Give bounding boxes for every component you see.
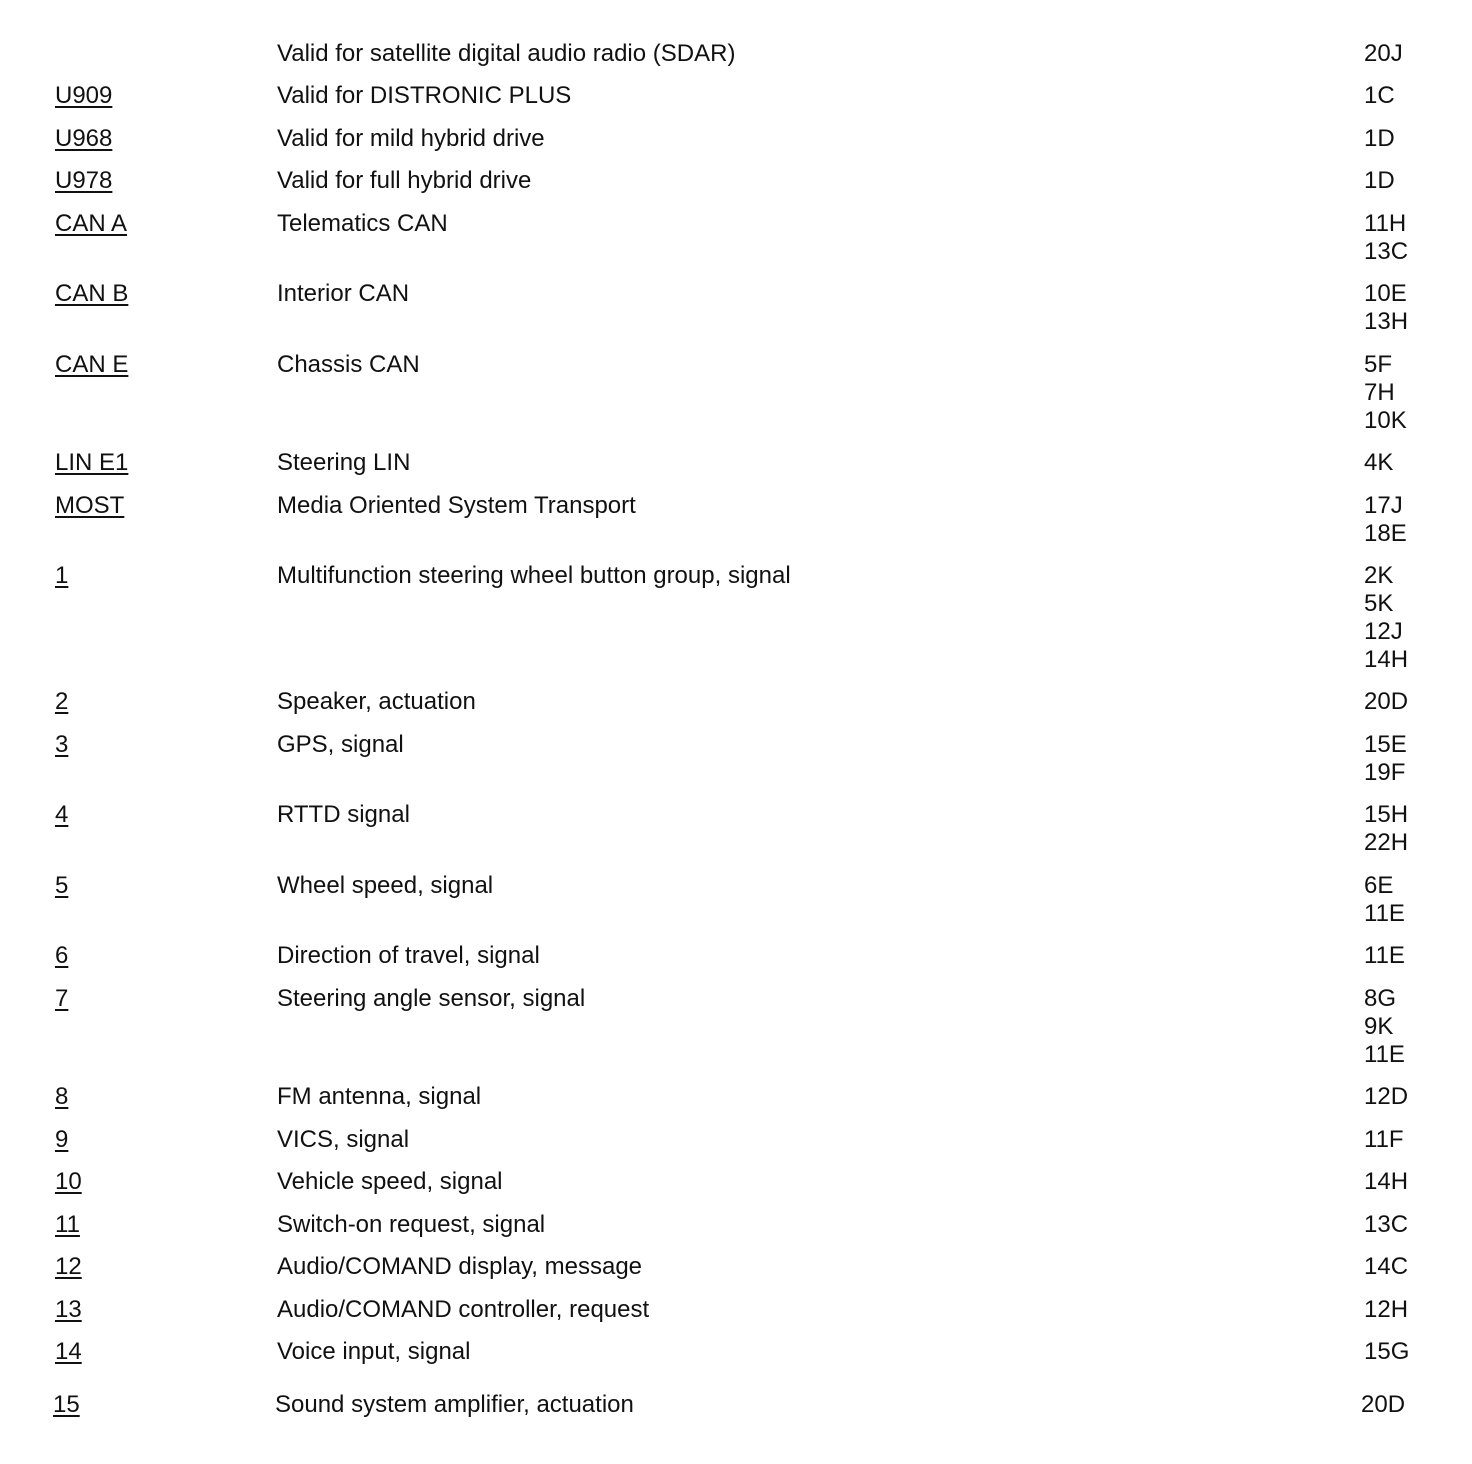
legend-grid-refs xyxy=(1364,1168,1408,1196)
grid-ref: 6E xyxy=(1364,872,1394,899)
legend-code-link[interactable]: 3 xyxy=(55,731,69,758)
legend-grid-refs xyxy=(1364,1211,1408,1239)
legend-grid-refs xyxy=(1364,40,1403,68)
legend-code-link[interactable]: 9 xyxy=(55,1126,69,1153)
legend-grid-refs xyxy=(1364,985,1405,1069)
grid-ref: 1D xyxy=(1364,125,1395,152)
legend-grid-refs xyxy=(1364,942,1405,970)
legend-code-link[interactable]: CAN E xyxy=(55,351,129,378)
legend-description: Valid for satellite digital audio radio (SDAR) xyxy=(277,40,736,67)
legend-code-link[interactable]: 10 xyxy=(55,1168,82,1195)
grid-ref: 5F xyxy=(1364,351,1393,378)
grid-ref: 13C xyxy=(1364,238,1409,265)
legend-description: Valid for full hybrid drive xyxy=(277,167,532,194)
legend-description: Telematics CAN xyxy=(277,210,448,237)
legend-code-link[interactable]: 15 xyxy=(53,1391,80,1418)
grid-ref: 5K xyxy=(1364,590,1394,617)
grid-ref: 19F xyxy=(1364,759,1406,786)
legend-grid-refs xyxy=(1364,801,1408,857)
grid-ref: 20D xyxy=(1361,1391,1406,1418)
legend-description: Valid for DISTRONIC PLUS xyxy=(277,82,572,109)
legend-code-link[interactable]: U978 xyxy=(55,167,113,194)
legend-grid-refs xyxy=(1364,167,1395,195)
legend-description: Multifunction steering wheel button group, signal xyxy=(277,562,791,589)
grid-ref: 13H xyxy=(1364,308,1409,335)
grid-ref: 9K xyxy=(1364,1013,1394,1040)
grid-ref: 20D xyxy=(1364,688,1409,715)
grid-ref: 17J xyxy=(1364,492,1403,519)
legend-grid-refs xyxy=(1364,1296,1408,1324)
legend-description: Speaker, actuation xyxy=(277,688,476,715)
legend-grid-refs xyxy=(1364,688,1408,716)
grid-ref: 11E xyxy=(1364,900,1405,927)
grid-ref: 15E xyxy=(1364,731,1407,758)
legend-code-link[interactable]: LIN E1 xyxy=(55,449,129,476)
grid-ref: 13C xyxy=(1364,1211,1409,1238)
grid-ref: 15G xyxy=(1364,1338,1410,1365)
legend-code-link[interactable]: 7 xyxy=(55,985,69,1012)
legend-grid-refs xyxy=(1364,1126,1404,1154)
legend-description: Vehicle speed, signal xyxy=(277,1168,503,1195)
grid-ref: 10K xyxy=(1364,407,1407,434)
grid-ref: 1C xyxy=(1364,82,1395,109)
legend-description: Valid for mild hybrid drive xyxy=(277,125,545,152)
legend-grid-refs xyxy=(1361,1391,1405,1419)
grid-ref: 2K xyxy=(1364,562,1394,589)
grid-ref: 11F xyxy=(1364,1126,1404,1153)
legend-grid-refs xyxy=(1364,449,1393,477)
grid-ref: 18E xyxy=(1364,520,1407,547)
legend-grid-refs xyxy=(1364,1338,1409,1366)
legend-code-link[interactable]: CAN B xyxy=(55,280,129,307)
legend-code-link[interactable]: 12 xyxy=(55,1253,82,1280)
legend-code-link[interactable]: 13 xyxy=(55,1296,82,1323)
grid-ref: 4K xyxy=(1364,449,1394,476)
legend-code-link[interactable]: CAN A xyxy=(55,210,128,237)
grid-ref: 11H xyxy=(1364,210,1407,237)
legend-code-link[interactable]: 8 xyxy=(55,1083,69,1110)
legend-code-link[interactable]: MOST xyxy=(55,492,125,519)
grid-ref: 12J xyxy=(1364,618,1403,645)
legend-description: RTTD signal xyxy=(277,801,410,828)
legend-description: Audio/COMAND display, message xyxy=(277,1253,643,1280)
grid-ref: 1D xyxy=(1364,167,1395,194)
grid-ref: 8G xyxy=(1364,985,1397,1012)
legend-description: Voice input, signal xyxy=(277,1338,471,1365)
legend-description: Media Oriented System Transport xyxy=(277,492,636,519)
grid-ref: 20J xyxy=(1364,40,1403,67)
legend-description: VICS, signal xyxy=(277,1126,410,1153)
legend-code-link[interactable]: U968 xyxy=(55,125,113,152)
legend-grid-refs xyxy=(1364,351,1407,435)
grid-ref: 11E xyxy=(1364,942,1405,969)
legend-description: Steering LIN xyxy=(277,449,411,476)
grid-ref: 10E xyxy=(1364,280,1407,307)
legend-code-link[interactable]: 5 xyxy=(55,872,69,899)
grid-ref: 12H xyxy=(1364,1296,1409,1323)
legend-description: Chassis CAN xyxy=(277,351,420,378)
grid-ref: 14H xyxy=(1364,1168,1409,1195)
legend-grid-refs xyxy=(1364,1083,1408,1111)
legend-grid-refs xyxy=(1364,125,1395,153)
legend-grid-refs xyxy=(1364,1253,1408,1281)
grid-ref: 7H xyxy=(1364,379,1395,406)
legend-code-link[interactable]: 4 xyxy=(55,801,69,828)
legend-code-link[interactable]: 14 xyxy=(55,1338,82,1365)
legend-grid-refs xyxy=(1364,562,1408,674)
legend-description: Steering angle sensor, signal xyxy=(277,985,586,1012)
grid-ref: 15H xyxy=(1364,801,1409,828)
legend-description: Audio/COMAND controller, request xyxy=(277,1296,650,1323)
legend-code-link[interactable]: 1 xyxy=(55,562,69,589)
legend-grid-refs xyxy=(1364,872,1405,928)
legend-code-link[interactable]: U909 xyxy=(55,82,113,109)
grid-ref: 12D xyxy=(1364,1083,1409,1110)
legend-code-link[interactable]: 6 xyxy=(55,942,69,969)
legend-code-link[interactable]: 11 xyxy=(55,1211,80,1238)
legend-description: Direction of travel, signal xyxy=(277,942,540,969)
legend-description: GPS, signal xyxy=(277,731,404,758)
grid-ref: 14H xyxy=(1364,646,1409,673)
legend-grid-refs xyxy=(1364,492,1407,548)
legend-description: Sound system amplifier, actuation xyxy=(275,1391,634,1418)
grid-ref: 11E xyxy=(1364,1041,1405,1068)
legend-grid-refs xyxy=(1364,280,1408,336)
legend-description: Interior CAN xyxy=(277,280,410,307)
legend-code-link[interactable]: 2 xyxy=(55,688,69,715)
legend-grid-refs xyxy=(1364,731,1407,787)
legend-description: FM antenna, signal xyxy=(277,1083,482,1110)
legend-description: Wheel speed, signal xyxy=(277,872,494,899)
legend-grid-refs xyxy=(1364,82,1395,110)
grid-ref: 14C xyxy=(1364,1253,1409,1280)
legend-grid-refs xyxy=(1364,210,1408,266)
legend-description: Switch-on request, signal xyxy=(277,1211,546,1238)
grid-ref: 22H xyxy=(1364,829,1409,856)
